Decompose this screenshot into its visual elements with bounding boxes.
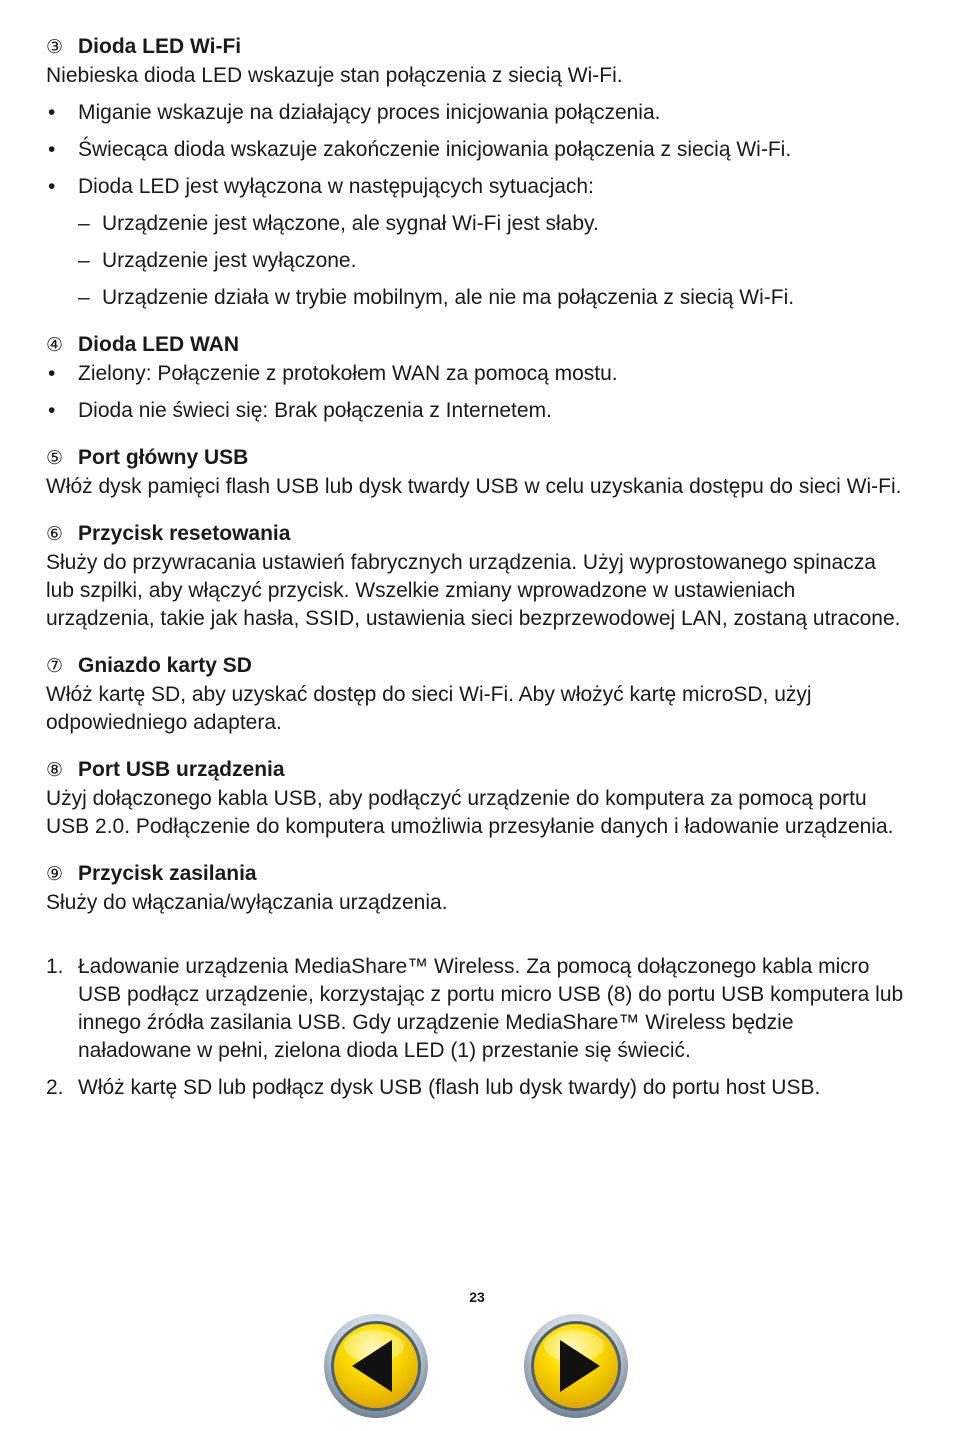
section-heading [46, 331, 906, 360]
section-power-button [46, 860, 906, 917]
bullet-list [46, 99, 906, 312]
list-item [46, 953, 906, 1065]
section-heading [46, 33, 906, 62]
section-number: ④ [46, 335, 64, 356]
section-heading [46, 860, 906, 889]
step-text: Ładowanie urządzenia MediaShare™ Wireless. Za pomocą dołączonego kabla micro USB podłącz urządzenie, korzystając z portu micro USB (8) do portu USB komputera lub innego źródła zasilania USB. Gdy urządzenie MediaShare™ Wireless będzie naładowane w pełni, zielona dioda LED (1) przestanie się świecić. [78, 955, 904, 1062]
section-text: Służy do włączania/wyłączania urządzenia. [46, 891, 448, 914]
section-number: ⑧ [46, 760, 64, 781]
step-number: 1. [46, 955, 64, 978]
list-item: • Miganie wskazuje na działający proces inicjowania połączenia. [46, 99, 906, 127]
section-reset-button [46, 520, 906, 633]
section-text: Użyj dołączonego kabla USB, aby podłączyć urządzenie do komputera za pomocą portu USB 2.0. Podłączenie do komputera umożliwia przesyłanie danych i ładowanie urządzenia. [46, 787, 894, 838]
section-number: ⑥ [46, 524, 64, 545]
step-number: 2. [46, 1076, 64, 1099]
section-number: ⑨ [46, 864, 64, 885]
manual-page [46, 33, 906, 1111]
previous-page-button[interactable] [322, 1312, 430, 1420]
section-usb-host-port [46, 444, 906, 501]
section-title: Gniazdo karty SD [78, 654, 252, 677]
section-text: Włóż dysk pamięci flash USB lub dysk twardy USB w celu uzyskania dostępu do sieci Wi-Fi. [46, 475, 902, 498]
section-heading [46, 444, 906, 473]
section-title: Przycisk zasilania [78, 862, 257, 885]
section-heading [46, 520, 906, 549]
sub-list [78, 210, 906, 312]
section-heading [46, 652, 906, 681]
section-title: Dioda LED Wi-Fi [78, 35, 242, 58]
list-item: • Zielony: Połączenie z protokołem WAN za pomocą mostu. [46, 360, 906, 388]
section-wan-led [46, 331, 906, 425]
section-wifi-led [46, 33, 906, 312]
arrow-right-icon [522, 1312, 630, 1420]
section-device-usb-port [46, 756, 906, 841]
list-item [46, 173, 906, 312]
section-text: Służy do przywracania ustawień fabrycznych urządzenia. Użyj wyprostowanego spinacza lub szpilki, aby włączyć przycisk. Wszelkie zmiany wprowadzone w ustawieniach urządzenia, takie jak hasła, SSID, ustawienia sieci bezprzewodowej LAN, zostaną utracone. [46, 551, 901, 630]
page-number: 23 [469, 1289, 485, 1305]
list-item: • Dioda nie świeci się: Brak połączenia z Internetem. [46, 397, 906, 425]
section-text: Włóż kartę SD, aby uzyskać dostęp do sieci Wi-Fi. Aby włożyć kartę microSD, użyj odpowiedniego adaptera. [46, 683, 812, 734]
section-title: Dioda LED WAN [78, 333, 239, 356]
section-number: ③ [46, 37, 64, 58]
list-item [46, 1074, 906, 1102]
steps-list [46, 953, 906, 1102]
section-number: ⑤ [46, 448, 64, 469]
section-number: ⑦ [46, 656, 64, 677]
sub-list-item: – Urządzenie jest włączone, ale sygnał Wi-Fi jest słaby. [78, 210, 906, 238]
list-item-text: Dioda LED jest wyłączona w następujących sytuacjach: [78, 175, 594, 198]
step-text: Włóż kartę SD lub podłącz dysk USB (flash lub dysk twardy) do portu host USB. [78, 1076, 821, 1099]
section-heading [46, 756, 906, 785]
section-sd-card-slot [46, 652, 906, 737]
next-page-button[interactable] [522, 1312, 630, 1420]
section-title: Port USB urządzenia [78, 758, 285, 781]
section-title: Przycisk resetowania [78, 522, 291, 545]
list-item: • Świecąca dioda wskazuje zakończenie inicjowania połączenia z siecią Wi-Fi. [46, 136, 906, 164]
sub-list-item: – Urządzenie działa w trybie mobilnym, ale nie ma połączenia z siecią Wi-Fi. [78, 284, 906, 312]
arrow-left-icon [322, 1312, 430, 1420]
bullet-list [46, 360, 906, 425]
section-title: Port główny USB [78, 446, 249, 469]
sub-list-item: – Urządzenie jest wyłączone. [78, 247, 906, 275]
section-text: Niebieska dioda LED wskazuje stan połączenia z siecią Wi-Fi. [46, 64, 623, 87]
